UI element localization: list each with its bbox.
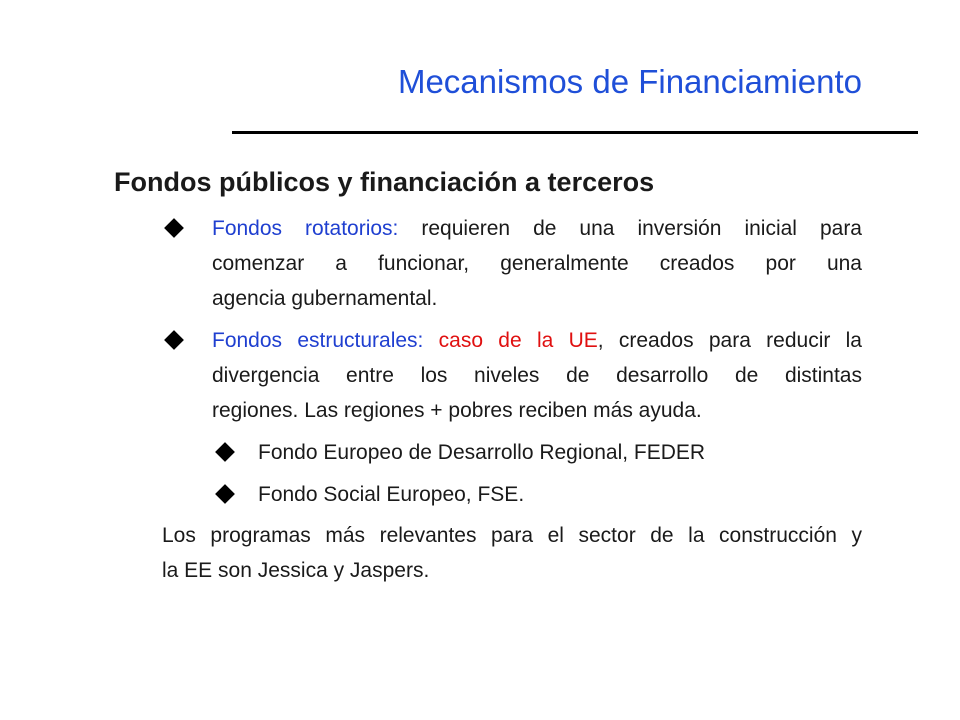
diamond-bullet-icon <box>164 218 184 238</box>
diamond-bullet-icon <box>215 442 235 462</box>
title-underline <box>232 131 918 134</box>
diamond-bullet-icon <box>215 484 235 504</box>
closing-paragraph <box>162 518 862 588</box>
bullet-fondos-estructurales <box>212 323 862 428</box>
paragraph-line: la EE son Jessica y Jaspers. <box>162 559 430 582</box>
paragraph-line: Los programas más relevantes para el sector de la construcción y <box>162 524 862 547</box>
bullet-label: Fondos estructurales: <box>212 329 424 352</box>
slide-subtitle: Fondos públicos y financiación a terceros <box>114 167 655 197</box>
bullet-text: , creados para reducir la <box>597 329 862 352</box>
bullet-line <box>212 211 862 246</box>
bullet-line <box>212 323 862 358</box>
bullet-fondos-rotatorios <box>212 211 862 316</box>
bullet-highlight: caso de la UE <box>438 329 598 352</box>
bullet-line: divergencia entre los niveles de desarrollo de distintas <box>212 364 862 387</box>
bullet-line: regiones. Las regiones + pobres reciben más ayuda. <box>212 399 702 422</box>
bullet-text: requieren de una inversión inicial para <box>398 217 862 240</box>
sub-bullet-feder: Fondo Europeo de Desarrollo Regional, FEDER <box>258 441 706 464</box>
slide-title: Mecanismos de Financiamiento <box>397 63 862 100</box>
bullet-line: comenzar a funcionar, generalmente creados por una <box>212 252 862 275</box>
bullet-line: agencia gubernamental. <box>212 287 438 310</box>
sub-bullet-fse: Fondo Social Europeo, FSE. <box>258 483 525 506</box>
bullet-label: Fondos rotatorios: <box>212 217 399 240</box>
diamond-bullet-icon <box>164 330 184 350</box>
